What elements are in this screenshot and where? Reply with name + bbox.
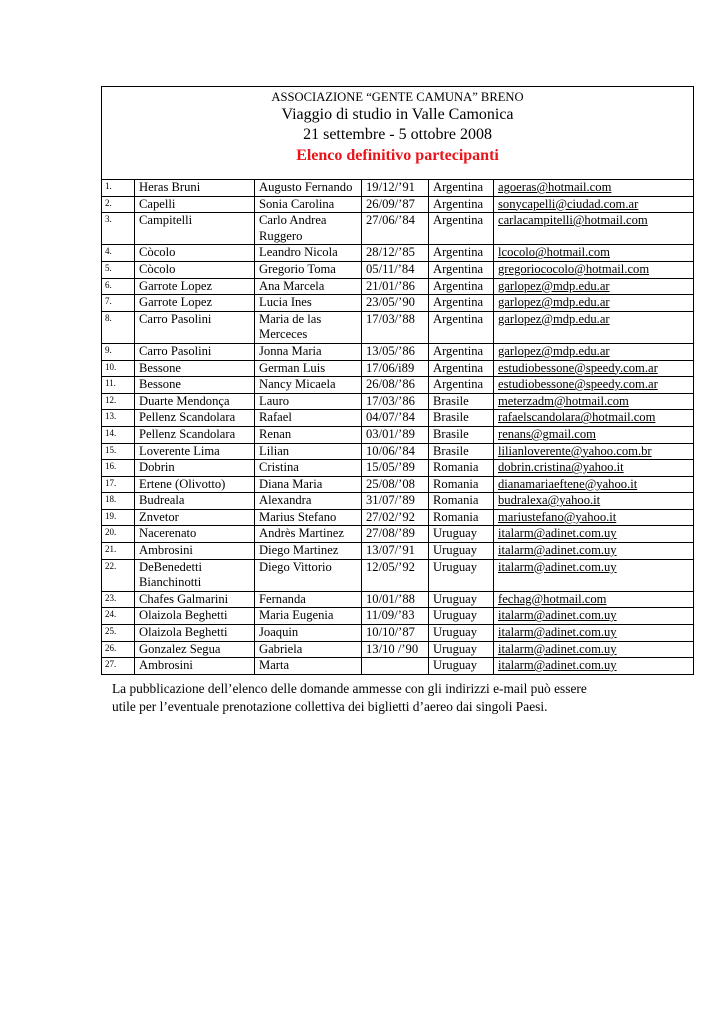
country-cell: Brasile xyxy=(429,426,494,443)
birth-date-cell: 26/09/’87 xyxy=(362,196,429,213)
country-cell: Uruguay xyxy=(429,641,494,658)
country-cell: Uruguay xyxy=(429,591,494,608)
row-number: 1. xyxy=(102,180,135,197)
row-number: 27. xyxy=(102,658,135,675)
row-number: 23. xyxy=(102,591,135,608)
trip-dates: 21 settembre - 5 ottobre 2008 xyxy=(303,126,492,143)
table-row xyxy=(102,360,694,377)
surname-cell: DeBenedetti Bianchinotti xyxy=(135,559,255,591)
surname-cell: Pellenz Scandolara xyxy=(135,426,255,443)
table-row xyxy=(102,493,694,510)
email-link[interactable]: italarm@adinet.com.uy xyxy=(498,625,617,640)
birth-date-cell: 21/01/’86 xyxy=(362,278,429,295)
email-cell xyxy=(494,559,694,591)
table-row xyxy=(102,196,694,213)
email-link[interactable]: italarm@adinet.com.uy xyxy=(498,658,617,673)
table-row xyxy=(102,591,694,608)
table-row xyxy=(102,213,694,245)
header-cell xyxy=(102,87,694,180)
email-link[interactable]: garlopez@mdp.edu.ar xyxy=(498,343,610,358)
row-number: 8. xyxy=(102,311,135,343)
email-link[interactable]: garlopez@mdp.edu.ar xyxy=(498,278,610,293)
country-cell: Argentina xyxy=(429,278,494,295)
table-row xyxy=(102,476,694,493)
birth-date-cell: 12/05/’92 xyxy=(362,559,429,591)
surname-cell: Campitelli xyxy=(135,213,255,245)
surname-cell: Carro Pasolini xyxy=(135,343,255,360)
country-cell: Argentina xyxy=(429,343,494,360)
row-number: 24. xyxy=(102,608,135,625)
table-row xyxy=(102,377,694,394)
surname-cell: Olaizola Beghetti xyxy=(135,608,255,625)
email-link[interactable]: sonycapelli@ciudad.com.ar xyxy=(498,196,639,211)
email-cell xyxy=(494,245,694,262)
first-name-cell: Cristina xyxy=(255,460,362,477)
first-name-cell: Nancy Micaela xyxy=(255,377,362,394)
first-name-cell: Marta xyxy=(255,658,362,675)
email-cell xyxy=(494,443,694,460)
email-link[interactable]: carlacampitelli@hotmail.com xyxy=(498,213,648,228)
row-number: 19. xyxy=(102,509,135,526)
first-name-cell: Diego Martinez xyxy=(255,543,362,560)
email-cell xyxy=(494,196,694,213)
email-link[interactable]: italarm@adinet.com.uy xyxy=(498,543,617,558)
country-cell: Brasile xyxy=(429,393,494,410)
first-name-cell: Diana Maria xyxy=(255,476,362,493)
table-row xyxy=(102,278,694,295)
first-name-cell: Lucia Ines xyxy=(255,295,362,312)
first-name-cell: Gregorio Toma xyxy=(255,261,362,278)
first-name-cell: Maria de las Merceces xyxy=(255,311,362,343)
first-name-cell: Rafael xyxy=(255,410,362,427)
country-cell: Argentina xyxy=(429,360,494,377)
birth-date-cell: 10/06/’84 xyxy=(362,443,429,460)
email-link[interactable]: agoeras@hotmail.com xyxy=(498,180,612,194)
surname-cell: Ambrosini xyxy=(135,543,255,560)
note-line: La pubblicazione dell’elenco delle domande ammesse con gli indirizzi e-mail può essere xyxy=(112,681,587,696)
first-name-cell: Diego Vittorio xyxy=(255,559,362,591)
surname-cell: Znvetor xyxy=(135,509,255,526)
birth-date-cell: 27/02/’92 xyxy=(362,509,429,526)
birth-date-cell: 13/07/’91 xyxy=(362,543,429,560)
surname-cell: Bessone xyxy=(135,377,255,394)
first-name-cell: Lilian xyxy=(255,443,362,460)
country-cell: Uruguay xyxy=(429,625,494,642)
birth-date-cell: 26/08/’86 xyxy=(362,377,429,394)
email-cell xyxy=(494,343,694,360)
email-cell xyxy=(494,410,694,427)
birth-date-cell: 13/10 /’90 xyxy=(362,641,429,658)
birth-date-cell: 25/08/’08 xyxy=(362,476,429,493)
table-row xyxy=(102,343,694,360)
birth-date-cell: 17/03/’88 xyxy=(362,311,429,343)
first-name-cell: Lauro xyxy=(255,393,362,410)
country-cell: Romania xyxy=(429,476,494,493)
email-cell xyxy=(494,460,694,477)
row-number: 16. xyxy=(102,460,135,477)
row-number: 7. xyxy=(102,295,135,312)
surname-cell: Heras Bruni xyxy=(135,180,255,197)
country-cell: Uruguay xyxy=(429,658,494,675)
country-cell: Romania xyxy=(429,493,494,510)
email-cell xyxy=(494,261,694,278)
email-link[interactable]: lilianloverente@yahoo.com.br xyxy=(498,443,652,458)
birth-date-cell: 15/05/’89 xyxy=(362,460,429,477)
row-number: 5. xyxy=(102,261,135,278)
email-cell xyxy=(494,608,694,625)
country-cell: Brasile xyxy=(429,410,494,427)
row-number: 11. xyxy=(102,377,135,394)
email-cell xyxy=(494,426,694,443)
surname-cell: Ertene (Olivotto) xyxy=(135,476,255,493)
country-cell: Argentina xyxy=(429,311,494,343)
row-number: 22. xyxy=(102,559,135,591)
country-cell: Romania xyxy=(429,509,494,526)
first-name-cell: Sonia Carolina xyxy=(255,196,362,213)
row-number: 18. xyxy=(102,493,135,510)
birth-date-cell: 10/01/’88 xyxy=(362,591,429,608)
country-cell: Argentina xyxy=(429,213,494,245)
association-name: ASSOCIAZIONE “GENTE CAMUNA” BRENO xyxy=(271,90,524,104)
email-link[interactable]: estudiobessone@speedy.com.ar xyxy=(498,360,658,375)
first-name-cell: Fernanda xyxy=(255,591,362,608)
participants-document xyxy=(101,86,693,675)
first-name-cell: Alexandra xyxy=(255,493,362,510)
first-name-cell: Carlo Andrea Ruggero xyxy=(255,213,362,245)
email-link[interactable]: estudiobessone@speedy.com.ar xyxy=(498,377,658,392)
trip-title: Viaggio di studio in Valle Camonica xyxy=(281,106,514,123)
table-row xyxy=(102,608,694,625)
birth-date-cell xyxy=(362,658,429,675)
surname-cell: Còcolo xyxy=(135,245,255,262)
surname-cell: Ambrosini xyxy=(135,658,255,675)
surname-cell: Carro Pasolini xyxy=(135,311,255,343)
email-cell xyxy=(494,393,694,410)
table-row xyxy=(102,526,694,543)
row-number: 14. xyxy=(102,426,135,443)
birth-date-cell: 19/12/’91 xyxy=(362,180,429,197)
first-name-cell: Maria Eugenia xyxy=(255,608,362,625)
surname-cell: Bessone xyxy=(135,360,255,377)
email-link[interactable]: mariustefano@yahoo.it xyxy=(498,509,617,524)
email-link[interactable]: garlopez@mdp.edu.ar xyxy=(498,295,610,310)
email-cell xyxy=(494,493,694,510)
birth-date-cell: 27/06/’84 xyxy=(362,213,429,245)
first-name-cell: German Luis xyxy=(255,360,362,377)
email-link[interactable]: garlopez@mdp.edu.ar xyxy=(498,311,610,326)
first-name-cell: Marius Stefano xyxy=(255,509,362,526)
row-number: 12. xyxy=(102,393,135,410)
birth-date-cell: 17/06/i89 xyxy=(362,360,429,377)
email-cell xyxy=(494,360,694,377)
email-link[interactable]: lcocolo@hotmail.com xyxy=(498,245,610,260)
row-number: 10. xyxy=(102,360,135,377)
email-link[interactable]: renans@gmail.com xyxy=(498,426,596,441)
first-name-cell: Leandro Nicola xyxy=(255,245,362,262)
surname-cell: Duarte Mendonça xyxy=(135,393,255,410)
birth-date-cell: 13/05/’86 xyxy=(362,343,429,360)
table-row xyxy=(102,559,694,591)
table-row xyxy=(102,261,694,278)
table-row xyxy=(102,393,694,410)
table-row xyxy=(102,543,694,560)
birth-date-cell: 31/07/’89 xyxy=(362,493,429,510)
first-name-cell: Renan xyxy=(255,426,362,443)
surname-cell: Capelli xyxy=(135,196,255,213)
surname-cell: Garrote Lopez xyxy=(135,278,255,295)
table-row xyxy=(102,410,694,427)
surname-cell: Garrote Lopez xyxy=(135,295,255,312)
first-name-cell: Joaquin xyxy=(255,625,362,642)
first-name-cell: Jonna Maria xyxy=(255,343,362,360)
row-number: 4. xyxy=(102,245,135,262)
birth-date-cell: 03/01/’89 xyxy=(362,426,429,443)
surname-cell: Gonzalez Segua xyxy=(135,641,255,658)
table-row xyxy=(102,460,694,477)
list-title: Elenco definitivo partecipanti xyxy=(296,147,499,164)
country-cell: Uruguay xyxy=(429,559,494,591)
first-name-cell: Augusto Fernando xyxy=(255,180,362,197)
birth-date-cell: 27/08/’89 xyxy=(362,526,429,543)
email-link[interactable]: dobrin.cristina@yahoo.it xyxy=(498,460,624,475)
email-cell xyxy=(494,295,694,312)
country-cell: Argentina xyxy=(429,377,494,394)
row-number: 3. xyxy=(102,213,135,245)
birth-date-cell: 28/12/’85 xyxy=(362,245,429,262)
country-cell: Brasile xyxy=(429,443,494,460)
table-row xyxy=(102,509,694,526)
country-cell: Romania xyxy=(429,460,494,477)
birth-date-cell: 05/11/’84 xyxy=(362,261,429,278)
email-cell xyxy=(494,526,694,543)
row-number: 26. xyxy=(102,641,135,658)
row-number: 25. xyxy=(102,625,135,642)
birth-date-cell: 11/09/’83 xyxy=(362,608,429,625)
email-cell xyxy=(494,213,694,245)
table-row xyxy=(102,295,694,312)
note-line: utile per l’eventuale prenotazione collettiva dei biglietti d’aereo dai singoli Paesi. xyxy=(112,698,548,714)
surname-cell: Chafes Galmarini xyxy=(135,591,255,608)
email-cell xyxy=(494,625,694,642)
email-link[interactable]: italarm@adinet.com.uy xyxy=(498,559,617,574)
country-cell: Argentina xyxy=(429,196,494,213)
email-link[interactable]: italarm@adinet.com.uy xyxy=(498,641,617,656)
first-name-cell: Ana Marcela xyxy=(255,278,362,295)
email-link[interactable]: meterzadm@hotmail.com xyxy=(498,393,629,408)
country-cell: Uruguay xyxy=(429,608,494,625)
surname-cell: Olaizola Beghetti xyxy=(135,625,255,642)
surname-cell: Dobrin xyxy=(135,460,255,477)
surname-cell: Loverente Lima xyxy=(135,443,255,460)
email-link[interactable]: italarm@adinet.com.uy xyxy=(498,608,617,623)
email-cell xyxy=(494,278,694,295)
email-link[interactable]: italarm@adinet.com.uy xyxy=(498,526,617,541)
row-number: 6. xyxy=(102,278,135,295)
email-cell xyxy=(494,509,694,526)
surname-cell: Còcolo xyxy=(135,261,255,278)
email-cell xyxy=(494,543,694,560)
email-link[interactable]: dianamariaeftene@yahoo.it xyxy=(498,476,638,491)
country-cell: Argentina xyxy=(429,180,494,197)
country-cell: Argentina xyxy=(429,295,494,312)
birth-date-cell: 23/05/’90 xyxy=(362,295,429,312)
row-number: 15. xyxy=(102,443,135,460)
country-cell: Uruguay xyxy=(429,526,494,543)
birth-date-cell: 04/07/’84 xyxy=(362,410,429,427)
header-row xyxy=(102,87,694,180)
row-number: 17. xyxy=(102,476,135,493)
country-cell: Argentina xyxy=(429,245,494,262)
surname-cell: Pellenz Scandolara xyxy=(135,410,255,427)
row-number: 21. xyxy=(102,543,135,560)
table-row xyxy=(102,641,694,658)
first-name-cell: Andrès Martinez xyxy=(255,526,362,543)
surname-cell: Budreala xyxy=(135,493,255,510)
row-number: 20. xyxy=(102,526,135,543)
participants-table xyxy=(101,86,694,675)
table-row xyxy=(102,245,694,262)
email-link[interactable]: fechag@hotmail.com xyxy=(498,591,607,606)
first-name-cell: Gabriela xyxy=(255,641,362,658)
surname-cell: Nacerenato xyxy=(135,526,255,543)
row-number: 9. xyxy=(102,343,135,360)
email-cell xyxy=(494,180,694,197)
footer-note xyxy=(112,680,672,715)
country-cell: Argentina xyxy=(429,261,494,278)
email-link[interactable]: gregoriococolo@hotmail.com xyxy=(498,261,650,276)
row-number: 2. xyxy=(102,196,135,213)
email-cell xyxy=(494,591,694,608)
email-cell xyxy=(494,377,694,394)
birth-date-cell: 10/10/’87 xyxy=(362,625,429,642)
email-cell xyxy=(494,658,694,675)
country-cell: Uruguay xyxy=(429,543,494,560)
table-row xyxy=(102,658,694,675)
table-row xyxy=(102,180,694,197)
table-row xyxy=(102,426,694,443)
table-row xyxy=(102,311,694,343)
table-row xyxy=(102,625,694,642)
table-row xyxy=(102,443,694,460)
email-cell xyxy=(494,641,694,658)
row-number: 13. xyxy=(102,410,135,427)
email-link[interactable]: budralexa@yahoo.it xyxy=(498,493,601,508)
email-link[interactable]: rafaelscandolara@hotmail.com xyxy=(498,410,656,425)
email-cell xyxy=(494,476,694,493)
email-cell xyxy=(494,311,694,343)
birth-date-cell: 17/03/’86 xyxy=(362,393,429,410)
